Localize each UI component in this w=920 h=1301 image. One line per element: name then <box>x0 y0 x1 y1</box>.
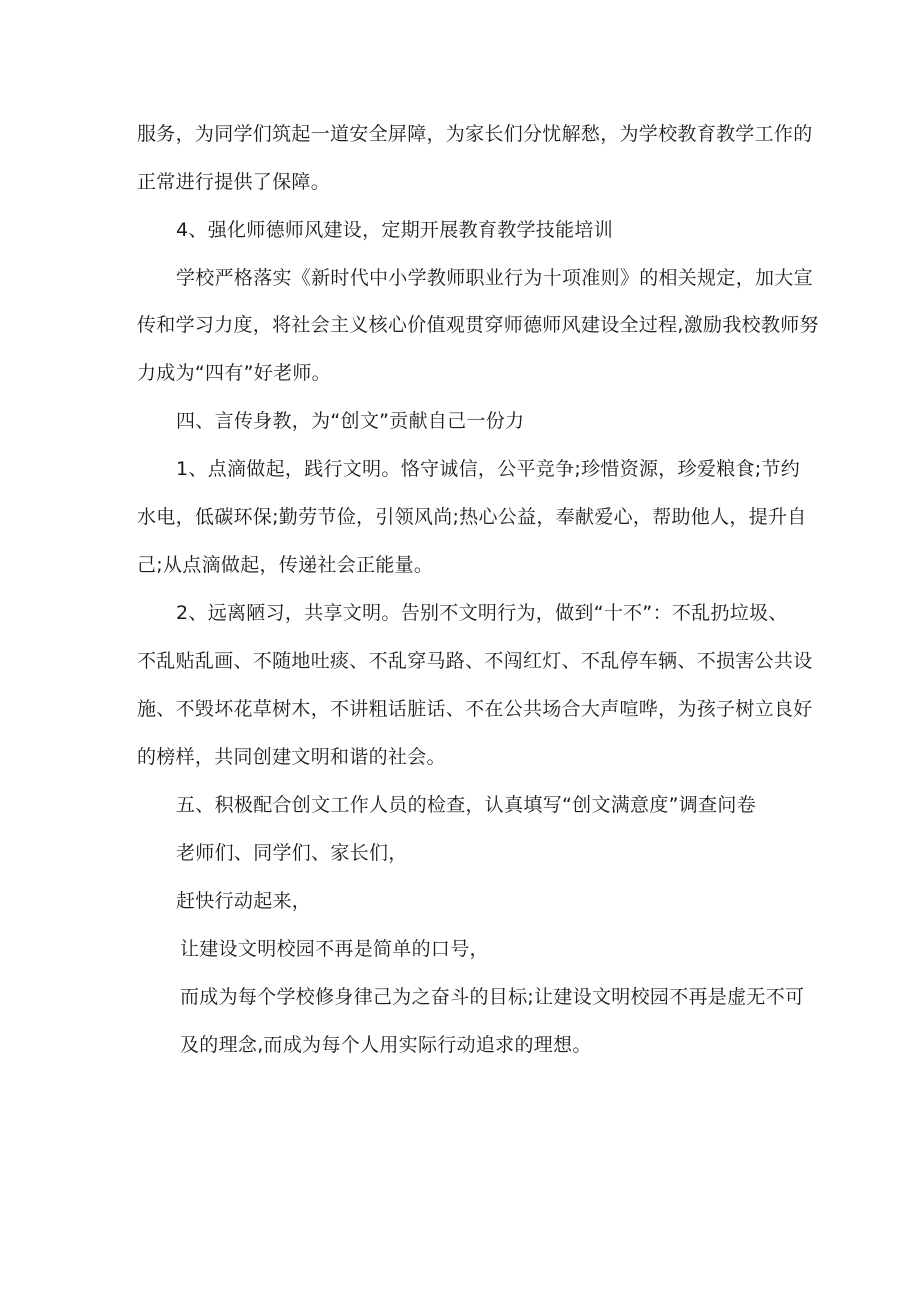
paragraph-line: 正常进行提供了保障。 <box>137 171 331 193</box>
closing-line: 老师们、同学们、家长们， <box>176 842 408 864</box>
paragraph-line: 1、点滴做起，践行文明。恪守诚信，公平竞争;珍惜资源，珍爱粮食;节约 <box>176 458 801 480</box>
paragraph-line: 己;从点滴做起，传递社会正能量。 <box>137 554 434 576</box>
section-heading: 五、积极配合创文工作人员的检查，认真填写“创文满意度”调查问卷 <box>176 794 756 816</box>
closing-line: 让建设文明校园不再是简单的口号， <box>180 938 489 960</box>
paragraph-line: 的榜样，共同创建文明和谐的社会。 <box>137 746 446 768</box>
section-heading: 4、强化师德师风建设，定期开展教育教学技能培训 <box>176 219 613 241</box>
paragraph-line: 不乱贴乱画、不随地吐痰、不乱穿马路、不闯红灯、不乱停车辆、不损害公共设 <box>137 650 813 672</box>
closing-line: 赶快行动起来， <box>176 890 312 912</box>
section-heading: 四、言传身教，为“创文”贡献自己一份力 <box>176 410 525 432</box>
paragraph-line: 施、不毁坏花草树木，不讲粗话脏话、不在公共场合大声喧哗，为孩子树立良好 <box>137 698 813 720</box>
paragraph-line: 传和学习力度，将社会主义核心价值观贯穿师德师风建设全过程,激励我校教师努 <box>137 314 819 336</box>
paragraph-line: 学校严格落实《新时代中小学教师职业行为十项准则》的相关规定，加大宣 <box>176 267 813 289</box>
closing-line: 而成为每个学校修身律己为之奋斗的目标;让建设文明校园不再是虚无不可 <box>180 986 805 1008</box>
paragraph-line: 力成为“四有”好老师。 <box>137 362 331 384</box>
paragraph-line: 服务，为同学们筑起一道安全屏障，为家长们分忧解愁，为学校教育教学工作的 <box>137 123 813 145</box>
closing-line: 及的理念,而成为每个人用实际行动追求的理想。 <box>180 1034 592 1056</box>
paragraph-line: 水电，低碳环保;勤劳节俭，引领风尚;热心公益，奉献爱心，帮助他人，提升自 <box>137 506 807 528</box>
paragraph-line: 2、远离陋习，共享文明。告别不文明行为，做到“十不”：不乱扔垃圾、 <box>176 602 788 624</box>
